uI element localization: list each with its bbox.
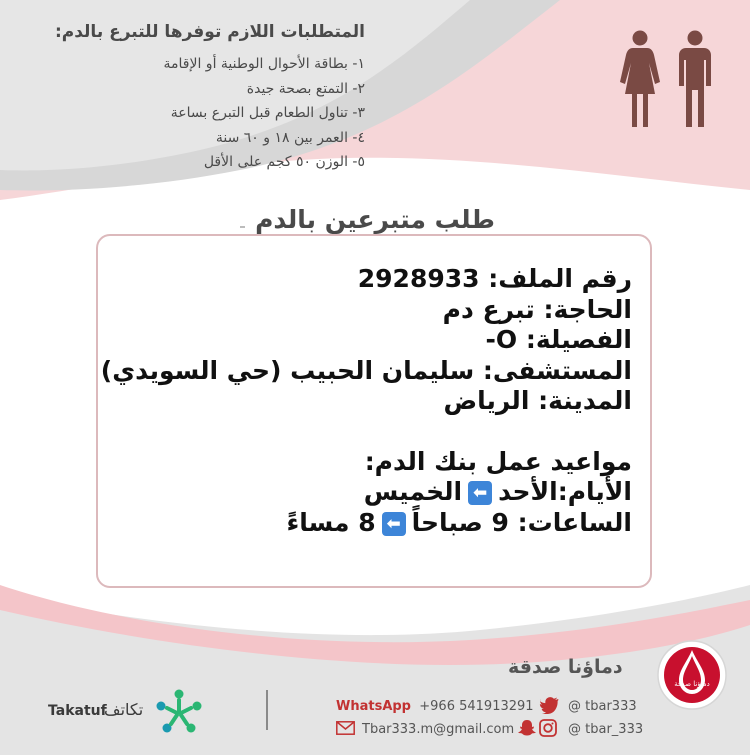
donor-figures-icon bbox=[615, 30, 720, 130]
section-title: طلب متبرعين بالدم bbox=[245, 205, 505, 234]
svg-text:دماؤنا صدقة: دماؤنا صدقة bbox=[674, 680, 710, 688]
email-icon bbox=[336, 721, 355, 735]
request-card bbox=[96, 234, 652, 588]
list-item: ١- بطاقة الأحوال الوطنية أو الإقامة bbox=[163, 56, 365, 72]
takatuf-logo-icon bbox=[155, 688, 203, 734]
arrow-left-icon: ⬅ bbox=[382, 512, 406, 536]
list-item: ٤- العمر بين ١٨ و ٦٠ سنة bbox=[215, 129, 365, 146]
list-item: ٣- تناول الطعام قبل التبرع بساعة bbox=[170, 105, 365, 121]
blood-drop-logo-icon bbox=[657, 640, 727, 710]
requirements-list bbox=[164, 52, 365, 175]
hours-title: مواعيد عمل بنك الدم: bbox=[364, 446, 632, 476]
file-number: رقم الملف: 2928933 bbox=[357, 264, 632, 293]
need-type: الحاجة: تبرع دم bbox=[442, 294, 632, 324]
whatsapp-label: WhatsApp bbox=[336, 699, 411, 714]
partner-name-ar: تكاتف bbox=[104, 700, 144, 719]
list-item: ٢- التمتع بصحة جيدة bbox=[246, 80, 365, 97]
partner-name-en: Takatuf bbox=[48, 703, 107, 719]
list-item: ٥- الوزن ٥٠ كجم على الأقل bbox=[203, 154, 365, 170]
hours-row bbox=[101, 508, 632, 539]
days-end: الخميس bbox=[363, 477, 463, 506]
social-handle[interactable]: @ tbar_333 bbox=[568, 722, 644, 737]
hospital: المستشفى: سليمان الحبيب (حي السويدي) bbox=[100, 355, 632, 385]
hours-end: 8 مساءً bbox=[286, 507, 376, 537]
twitter-handle[interactable]: @ tbar333 bbox=[568, 699, 637, 714]
city: المدينة: الرياض bbox=[443, 386, 632, 415]
hours-start: الساعات: 9 صباحاً bbox=[411, 507, 632, 537]
requirements-title: المتطلبات اللازم توفرها للتبرع بالدم: bbox=[54, 22, 365, 42]
footer-divider bbox=[266, 690, 268, 730]
whatsapp-number: +966 541913291 bbox=[419, 699, 534, 714]
arrow-left-icon: ⬅ bbox=[468, 481, 492, 505]
email-contact[interactable]: Tbar333.m@gmail.com bbox=[362, 722, 515, 737]
whatsapp-contact[interactable] bbox=[336, 699, 534, 714]
brand-name: دماؤنا صدقة bbox=[508, 656, 623, 678]
twitter-icon bbox=[539, 697, 559, 714]
blood-type: الفصيلة: O- bbox=[485, 325, 632, 354]
days-start: الأيام:الأحد bbox=[498, 477, 632, 506]
days-row bbox=[101, 477, 632, 508]
snapchat-instagram-icon bbox=[518, 718, 558, 738]
